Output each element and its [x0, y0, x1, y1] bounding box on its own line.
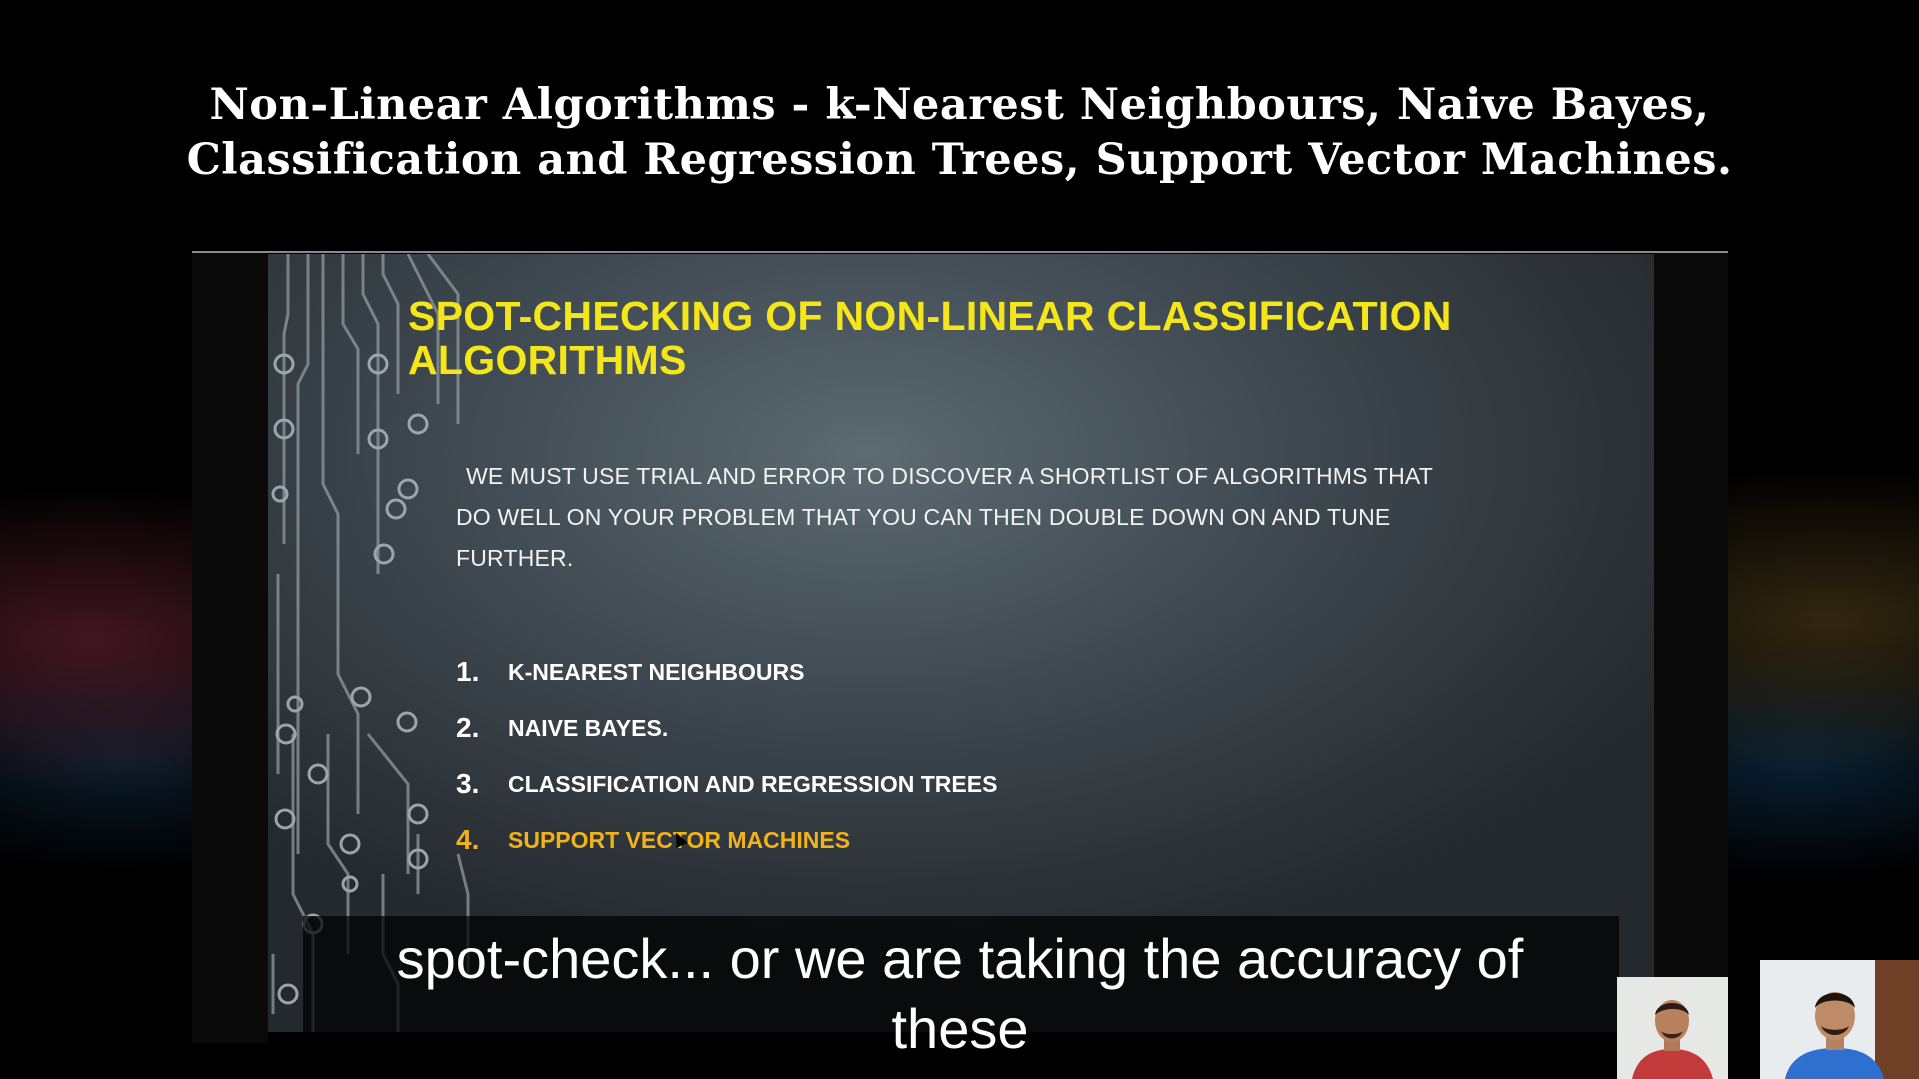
webcam-tile-2[interactable] [1760, 960, 1919, 1079]
slide-title-line-1: SPOT-CHECKING OF NON-LINEAR CLASSIFICATION [408, 293, 1452, 339]
slide-left-margin [192, 253, 268, 1043]
subtitle-line-1: spot-check... or we are taking the accuracy of [396, 927, 1524, 990]
list-item-label: CLASSIFICATION AND REGRESSION TREES [508, 770, 998, 797]
body-line-1: WE MUST USE TRIAL AND ERROR TO DISCOVER A SHORTLIST OF ALGORITHMS THAT [466, 463, 1433, 489]
slide-body-text [456, 456, 1486, 579]
presenter-avatar [1760, 960, 1919, 1079]
list-item-active [456, 812, 997, 868]
list-item [456, 756, 997, 812]
algorithm-list [456, 644, 997, 868]
banner-line-2: Classification and Regression Trees, Support Vector Machines. [186, 135, 1733, 185]
subtitle-caption [280, 924, 1640, 1064]
video-title-banner [0, 78, 1919, 188]
list-item [456, 644, 997, 700]
body-line-2: DO WELL ON YOUR PROBLEM THAT YOU CAN THEN DOUBLE DOWN ON AND TUNE [456, 504, 1391, 530]
list-item-number: 2. [456, 712, 480, 743]
banner-line-1: Non-Linear Algorithms - k-Nearest Neighbours, Naive Bayes, [209, 80, 1710, 130]
slide-right-margin [1654, 253, 1728, 1043]
slide-title [408, 294, 1608, 382]
list-item-label: NAIVE BAYES. [508, 714, 669, 741]
list-item [456, 700, 997, 756]
divider-line [192, 251, 1728, 253]
body-line-3: FURTHER. [456, 545, 574, 571]
webcam-tile-1[interactable] [1617, 977, 1728, 1079]
list-item-number: 3. [456, 768, 480, 799]
list-item-number: 1. [456, 656, 480, 687]
list-item-label: SUPPORT VECTOR MACHINES [508, 826, 851, 853]
list-item-label: K-NEAREST NEIGHBOURS [508, 658, 805, 685]
slide-title-line-2: ALGORITHMS [408, 337, 687, 383]
subtitle-line-2: these [891, 997, 1029, 1060]
list-item-number: 4. [456, 824, 480, 855]
presenter-avatar [1617, 977, 1728, 1079]
